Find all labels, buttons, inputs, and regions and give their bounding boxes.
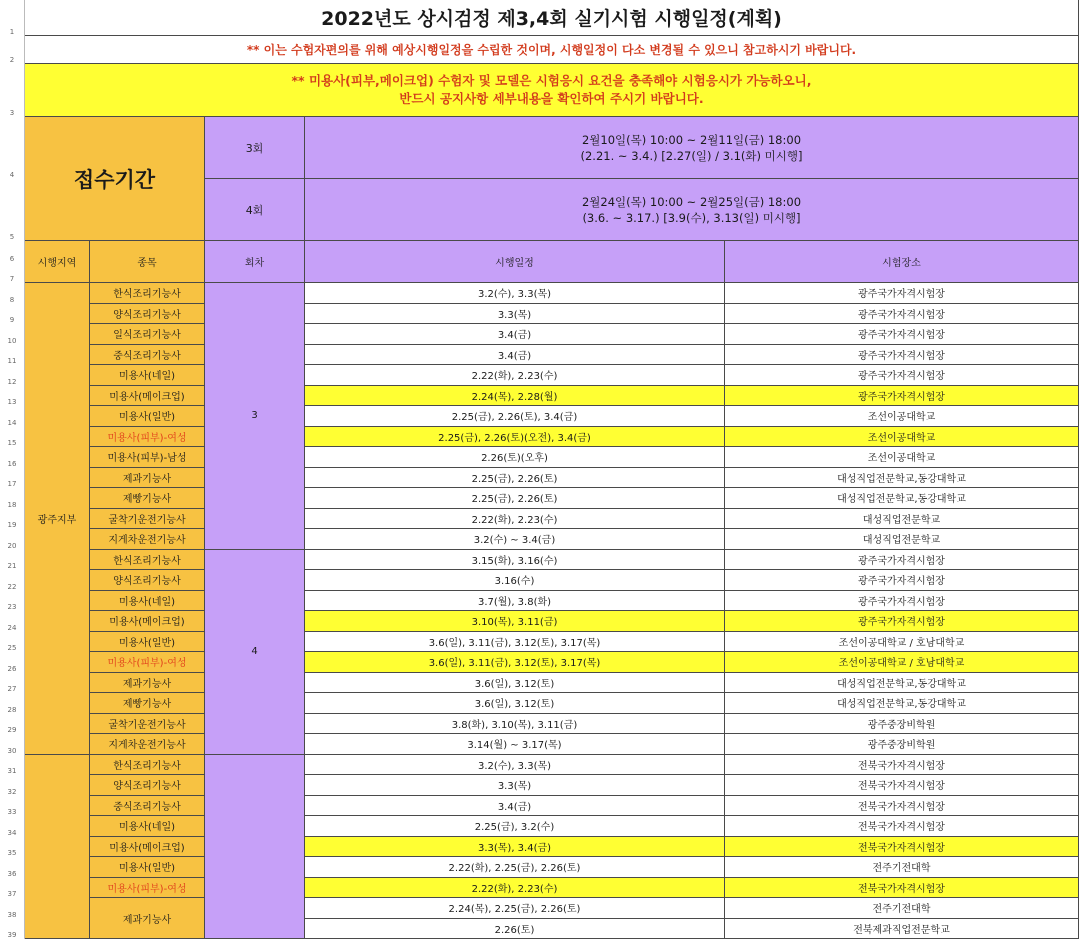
row-number: 5: [0, 179, 25, 241]
venue-cell: 전주기전대학: [725, 857, 1079, 878]
item-cell: 한식조리기능사: [90, 550, 205, 571]
row-number: 29: [0, 714, 25, 735]
row-number: 1: [0, 0, 25, 36]
row-number: 6: [0, 241, 25, 263]
schedule-cell: 3.7(월), 3.8(화): [305, 591, 725, 612]
item-cell: 중식조리기능사: [90, 345, 205, 366]
item-cell: 지게차운전기능사: [90, 734, 205, 755]
item-cell: 미용사(일반): [90, 857, 205, 878]
venue-cell: 전북국가자격시험장: [725, 837, 1079, 858]
venue-cell: 광주국가자격시험장: [725, 365, 1079, 386]
row-number: 3: [0, 64, 25, 117]
venue-cell: 전북제과직업전문학교: [725, 919, 1079, 940]
item-cell: 미용사(피부)-여성: [90, 427, 205, 448]
item-cell: 미용사(일반): [90, 406, 205, 427]
row-number: 26: [0, 652, 25, 673]
row-number: 10: [0, 324, 25, 345]
column-header-item: 종목: [90, 241, 205, 283]
region-cell: 광주지부: [25, 283, 90, 755]
schedule-cell: 3.8(화), 3.10(목), 3.11(금): [305, 714, 725, 735]
row-number: 9: [0, 304, 25, 325]
venue-cell: 대성직업전문학교,동강대학교: [725, 693, 1079, 714]
column-header-round: 회차: [205, 241, 305, 283]
venue-cell: 전북국가자격시험장: [725, 816, 1079, 837]
item-cell: 미용사(메이크업): [90, 386, 205, 407]
venue-cell: 대성직업전문학교: [725, 509, 1079, 530]
schedule-cell: 3.2(수), 3.3(목): [305, 283, 725, 304]
row-number: 27: [0, 673, 25, 694]
item-cell: 한식조리기능사: [90, 755, 205, 776]
schedule-cell: 3.4(금): [305, 796, 725, 817]
schedule-cell: 3.3(목): [305, 775, 725, 796]
item-cell: 미용사(일반): [90, 632, 205, 653]
column-header-schedule: 시행일정: [305, 241, 725, 283]
row-number: 17: [0, 468, 25, 489]
item-cell: 굴착기운전기능사: [90, 509, 205, 530]
reception-round: 4회: [205, 179, 305, 241]
item-cell: 미용사(네일): [90, 591, 205, 612]
venue-cell: 광주국가자격시험장: [725, 570, 1079, 591]
item-cell: 양식조리기능사: [90, 775, 205, 796]
row-number: 34: [0, 816, 25, 837]
schedule-cell: 2.22(화), 2.23(수): [305, 878, 725, 899]
row-number: 24: [0, 611, 25, 632]
row-number: 15: [0, 427, 25, 448]
schedule-cell: 2.24(목), 2.25(금), 2.26(토): [305, 898, 725, 919]
item-cell: 양식조리기능사: [90, 570, 205, 591]
venue-cell: 대성직업전문학교,동강대학교: [725, 468, 1079, 489]
item-cell: 미용사(메이크업): [90, 837, 205, 858]
row-number: 32: [0, 775, 25, 796]
row-number: 35: [0, 837, 25, 858]
item-cell: 제빵기능사: [90, 693, 205, 714]
venue-cell: 조선이공대학교: [725, 406, 1079, 427]
row-number: 20: [0, 529, 25, 550]
reception-period-line1: 2월10일(목) 10:00 ~ 2월11일(금) 18:00: [581, 132, 802, 147]
schedule-cell: 3.16(수): [305, 570, 725, 591]
row-number: 7: [0, 263, 25, 283]
column-header-venue: 시험장소: [725, 241, 1079, 283]
schedule-cell: 3.15(화), 3.16(수): [305, 550, 725, 571]
schedule-cell: 2.25(금), 3.2(수): [305, 816, 725, 837]
notice-box-line1: ** 미용사(피부,메이크업) 수험자 및 모델은 시험응시 요건을 충족해야 시험응시가 가능하오니,: [291, 73, 812, 88]
venue-cell: 광주국가자격시험장: [725, 550, 1079, 571]
schedule-cell: 3.6(일), 3.12(토): [305, 693, 725, 714]
venue-cell: 대성직업전문학교: [725, 529, 1079, 550]
venue-cell: 광주중장비학원: [725, 714, 1079, 735]
reception-period: [305, 179, 1079, 241]
schedule-cell: 3.6(일), 3.12(토): [305, 673, 725, 694]
schedule-cell: 2.25(금), 2.26(토)(오전), 3.4(금): [305, 427, 725, 448]
venue-cell: 광주국가자격시험장: [725, 283, 1079, 304]
item-cell: 굴착기운전기능사: [90, 714, 205, 735]
page-title: 2022년도 상시검정 제3,4회 실기시험 시행일정(계획): [25, 0, 1079, 36]
venue-cell: 대성직업전문학교,동강대학교: [725, 488, 1079, 509]
item-cell: 미용사(네일): [90, 816, 205, 837]
item-cell: 미용사(네일): [90, 365, 205, 386]
reception-period-line2: (3.6. ~ 3.17.) [3.9(수), 3.13(일) 미시행]: [582, 210, 801, 225]
item-cell: 제빵기능사: [90, 488, 205, 509]
venue-cell: 전북국가자격시험장: [725, 878, 1079, 899]
region-cell: [25, 755, 90, 940]
row-number: 12: [0, 365, 25, 386]
notice-box-line2: 반드시 공지사항 세부내용을 확인하여 주시기 바랍니다.: [399, 91, 704, 106]
row-number: 14: [0, 406, 25, 427]
item-cell: 한식조리기능사: [90, 283, 205, 304]
schedule-cell: 2.24(목), 2.28(월): [305, 386, 725, 407]
column-header-region: 시행지역: [25, 241, 90, 283]
venue-cell: 광주국가자격시험장: [725, 345, 1079, 366]
item-cell: 미용사(메이크업): [90, 611, 205, 632]
schedule-cell: 2.22(화), 2.23(수): [305, 509, 725, 530]
reception-label: 접수기간: [25, 117, 205, 241]
notice-line: ** 이는 수험자편의를 위해 예상시행일정을 수립한 것이며, 시행일정이 다소 변경될 수 있으니 참고하시기 바랍니다.: [25, 36, 1079, 64]
schedule-cell: 3.6(일), 3.11(금), 3.12(토), 3.17(목): [305, 652, 725, 673]
schedule-cell: 3.2(수) ~ 3.4(금): [305, 529, 725, 550]
item-cell: 미용사(피부)-여성: [90, 652, 205, 673]
schedule-cell: 2.25(금), 2.26(토): [305, 468, 725, 489]
row-number: 36: [0, 857, 25, 878]
venue-cell: 대성직업전문학교,동강대학교: [725, 673, 1079, 694]
venue-cell: 조선이공대학교 / 호남대학교: [725, 632, 1079, 653]
row-number: 21: [0, 550, 25, 571]
venue-cell: 조선이공대학교 / 호남대학교: [725, 652, 1079, 673]
row-number: 33: [0, 796, 25, 817]
venue-cell: 광주국가자격시험장: [725, 304, 1079, 325]
item-cell: 양식조리기능사: [90, 304, 205, 325]
row-number: 39: [0, 919, 25, 940]
row-number: 2: [0, 36, 25, 64]
schedule-cell: 2.25(금), 2.26(토): [305, 488, 725, 509]
item-cell-merged: 제과기능사: [90, 898, 205, 939]
venue-cell: 전북국가자격시험장: [725, 775, 1079, 796]
round-cell: [205, 755, 305, 940]
row-number: 13: [0, 386, 25, 407]
item-cell: 제과기능사: [90, 468, 205, 489]
venue-cell: 광주국가자격시험장: [725, 386, 1079, 407]
item-cell: 일식조리기능사: [90, 324, 205, 345]
schedule-cell: 3.4(금): [305, 324, 725, 345]
schedule-cell: 3.3(목): [305, 304, 725, 325]
schedule-cell: 3.6(일), 3.11(금), 3.12(토), 3.17(목): [305, 632, 725, 653]
row-number: 38: [0, 898, 25, 919]
item-cell: 미용사(피부)-남성: [90, 447, 205, 468]
row-number: 4: [0, 117, 25, 179]
row-number: 37: [0, 878, 25, 899]
row-number: 19: [0, 509, 25, 530]
row-number: 30: [0, 734, 25, 755]
schedule-cell: 2.22(화), 2.23(수): [305, 365, 725, 386]
schedule-cell: 2.22(화), 2.25(금), 2.26(토): [305, 857, 725, 878]
round-cell: 3: [205, 283, 305, 550]
row-number: 23: [0, 591, 25, 612]
row-number: 8: [0, 283, 25, 304]
row-number: 28: [0, 693, 25, 714]
schedule-cell: 2.25(금), 2.26(토), 3.4(금): [305, 406, 725, 427]
venue-cell: 광주국가자격시험장: [725, 611, 1079, 632]
notice-box: [25, 64, 1079, 117]
row-number: 18: [0, 488, 25, 509]
row-number: 11: [0, 345, 25, 366]
venue-cell: 광주국가자격시험장: [725, 324, 1079, 345]
schedule-cell: 3.14(월) ~ 3.17(목): [305, 734, 725, 755]
venue-cell: 전주기전대학: [725, 898, 1079, 919]
item-cell: 지게차운전기능사: [90, 529, 205, 550]
schedule-cell: 3.4(금): [305, 345, 725, 366]
schedule-cell: 2.26(토)(오후): [305, 447, 725, 468]
venue-cell: 전북국가자격시험장: [725, 796, 1079, 817]
reception-period: [305, 117, 1079, 179]
schedule-cell: 3.3(목), 3.4(금): [305, 837, 725, 858]
reception-period-line2: (2.21. ~ 3.4.) [2.27(일) / 3.1(화) 미시행]: [580, 148, 803, 163]
schedule-cell: 3.2(수), 3.3(목): [305, 755, 725, 776]
venue-cell: 광주국가자격시험장: [725, 591, 1079, 612]
venue-cell: 조선이공대학교: [725, 447, 1079, 468]
schedule-cell: 3.10(목), 3.11(금): [305, 611, 725, 632]
reception-round: 3회: [205, 117, 305, 179]
schedule-cell: 2.26(토): [305, 919, 725, 940]
row-number: 16: [0, 447, 25, 468]
row-number: 31: [0, 755, 25, 776]
venue-cell: 조선이공대학교: [725, 427, 1079, 448]
row-number: 25: [0, 632, 25, 653]
venue-cell: 광주중장비학원: [725, 734, 1079, 755]
item-cell: 미용사(피부)-여성: [90, 878, 205, 899]
reception-period-line1: 2월24일(목) 10:00 ~ 2월25일(금) 18:00: [581, 194, 802, 209]
round-cell: 4: [205, 550, 305, 755]
item-cell: 제과기능사: [90, 673, 205, 694]
item-cell: 중식조리기능사: [90, 796, 205, 817]
venue-cell: 전북국가자격시험장: [725, 755, 1079, 776]
row-number: 22: [0, 570, 25, 591]
